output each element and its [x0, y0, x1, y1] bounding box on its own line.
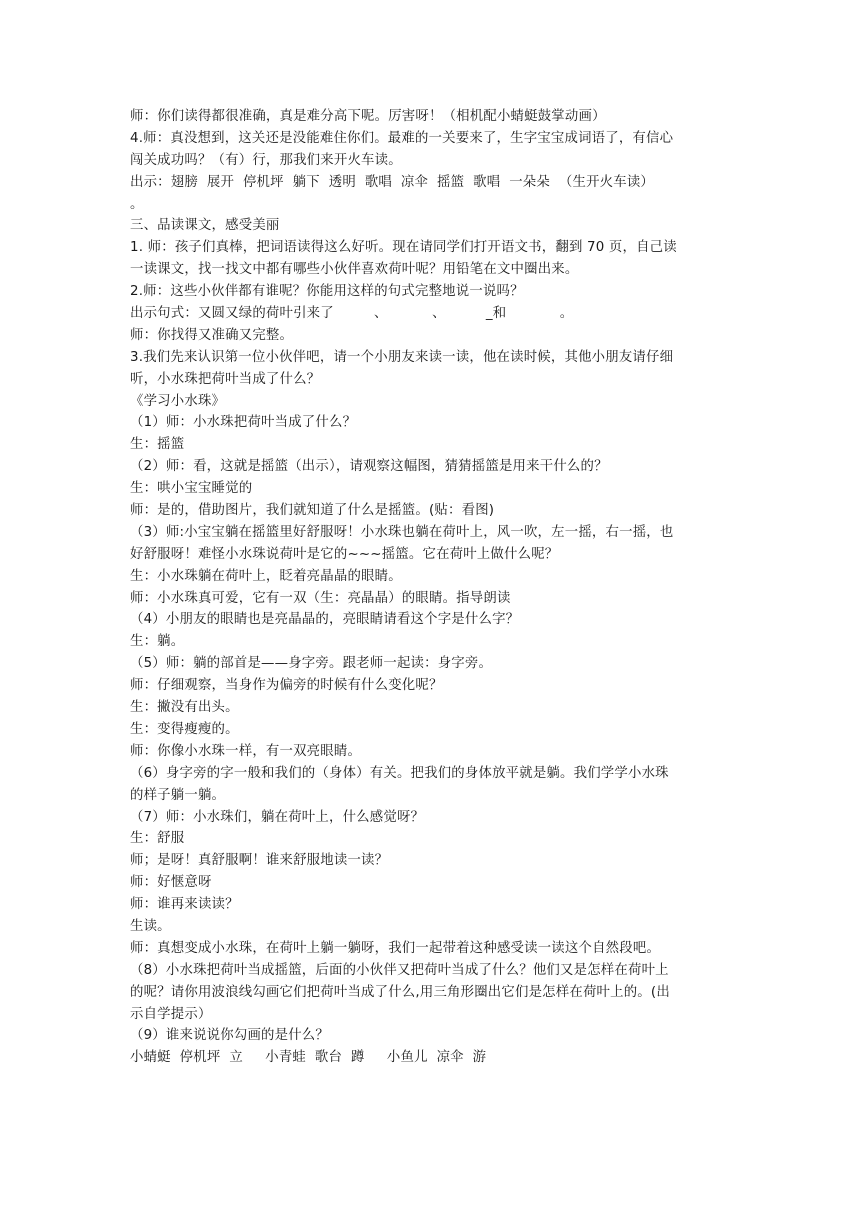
text-line: （6）身字旁的字一般和我们的（身体）有关。把我们的身体放平就是躺。我们学学小水珠	[130, 765, 669, 781]
text-line: （1）师：小水珠把荷叶当成了什么？	[130, 415, 357, 431]
text-line: 出示句式：又圆又绿的荷叶引来了 、 、 _和 。	[130, 306, 574, 322]
text-line: 师：谁再来读读？	[130, 897, 239, 913]
text-line: 2.师：这些小伙伴都有谁呢？你能用这样的句式完整地说一说吗？	[130, 284, 524, 300]
text-line: 示自学提示）	[130, 1006, 212, 1022]
text-line: 师：你们读得都很准确，真是难分高下呢。厉害呀！（相机配小蜻蜓鼓掌动画）	[130, 109, 606, 124]
text-line: 生：摇篮	[130, 437, 185, 453]
text-line: 生：小水珠躺在荷叶上，眨着亮晶晶的眼睛。	[130, 568, 402, 584]
text-line: 师：小水珠真可爱，它有一双（生：亮晶晶）的眼睛。指导朗读	[130, 590, 511, 606]
text-line: （9）谁来说说你勾画的是什么？	[130, 1028, 329, 1044]
text-line: 生：撇没有出头。	[130, 700, 239, 716]
text-line: 师：是的，借助图片，我们就知道了什么是摇篮。(贴：看图)	[130, 503, 495, 519]
text-line: 一读课文，找一找文中都有哪些小伙伴喜欢荷叶呢？用铅笔在文中圈出来。	[130, 262, 579, 278]
text-line: 师：仔细观察，当身作为偏旁的时候有什么变化呢？	[130, 678, 443, 694]
text-line: 师：好惬意呀	[130, 875, 212, 891]
text-line: 师：你找得又准确又完整。	[130, 327, 294, 343]
lesson-plan-text	[130, 106, 735, 1069]
text-line: 师；是呀！真舒服啊！谁来舒服地读一读？	[130, 853, 389, 869]
text-line: 1. 师：孩子们真棒，把词语读得这么好听。现在请同学们打开语文书，翻到 70 页，自己读	[130, 240, 677, 256]
text-line: 出示：翅膀 展开 停机坪 躺下 透明 歌唱 凉伞 摇篮 歌唱 一朵朵 （生开火车读）	[130, 174, 655, 190]
text-line: （3）师:小宝宝躺在摇篮里好舒服呀！小水珠也躺在荷叶上，风一吹，左一摇，右一摇，也	[130, 524, 674, 540]
text-line: 小蜻蜓 停机坪 立 小青蛙 歌台 蹲 小鱼儿 凉伞 游	[130, 1050, 487, 1066]
text-line: 生：哄小宝宝睡觉的	[130, 481, 253, 497]
text-line: 闯关成功吗？（有）行，那我们来开火车读。	[130, 152, 402, 168]
text-line: （4）小朋友的眼睛也是亮晶晶的，亮眼睛请看这个字是什么字？	[130, 612, 520, 628]
text-line: 好舒服呀！难怪小水珠说荷叶是它的~~~摇篮。它在荷叶上做什么呢？	[130, 546, 559, 562]
text-line: 的样子躺一躺。	[130, 787, 226, 803]
text-line: 生：舒服	[130, 831, 185, 847]
text-line: （5）师：躺的部首是——身字旁。跟老师一起读：身字旁。	[130, 656, 493, 672]
text-line: 生：躺。	[130, 634, 185, 650]
text-line: 师：你像小水珠一样，有一双亮眼睛。	[130, 743, 362, 759]
text-line: 4.师：真没想到，这关还是没能难住你们。最难的一关要来了，生字宝宝成词语了，有信心	[130, 130, 674, 146]
text-line: 听，小水珠把荷叶当成了什么？	[130, 371, 321, 387]
text-line: 。	[130, 196, 144, 212]
text-line: （2）师：看，这就是摇篮（出示），请观察这幅图，猜猜摇篮是用来干什么的？	[130, 459, 608, 475]
text-line: （8）小水珠把荷叶当成摇篮，后面的小伙伴又把荷叶当成了什么？他们又是怎样在荷叶上	[130, 962, 669, 978]
section-heading: 三、品读课文，感受美丽	[130, 218, 280, 234]
subsection-title: 《学习小水珠》	[130, 393, 226, 409]
text-line: 3.我们先来认识第一位小伙伴吧，请一个小朋友来读一读，他在读时候，其他小朋友请仔细	[130, 349, 674, 365]
text-line: 生：变得瘦瘦的。	[130, 721, 239, 737]
text-line: （7）师：小水珠们，躺在荷叶上，什么感觉呀？	[130, 809, 425, 825]
text-line: 师：真想变成小水珠，在荷叶上躺一躺呀，我们一起带着这种感受读一读这个自然段吧。	[130, 940, 661, 956]
text-line: 生读。	[130, 918, 171, 934]
text-line: 的呢？请你用波浪线勾画它们把荷叶当成了什么,用三角形圈出它们是怎样在荷叶上的。(出	[130, 984, 670, 1000]
